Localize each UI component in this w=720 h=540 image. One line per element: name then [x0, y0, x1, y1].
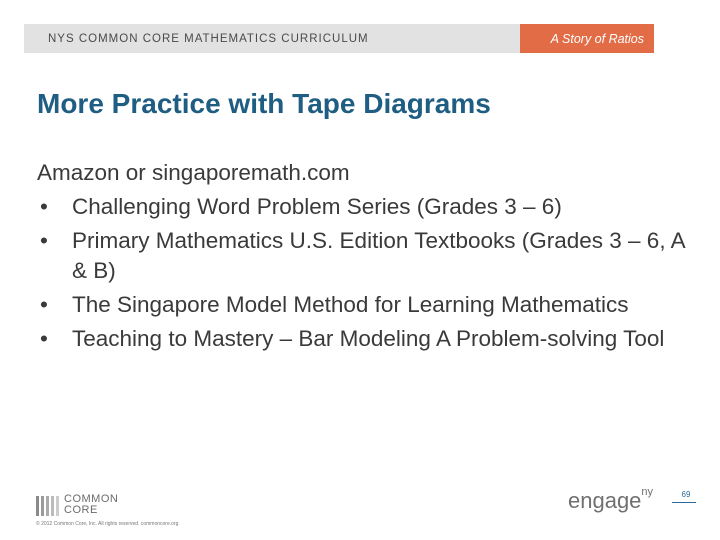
list-item — [37, 288, 697, 322]
page-number-rule — [672, 502, 696, 503]
common-core-bars-icon — [36, 496, 62, 516]
slide-body — [37, 156, 697, 356]
bullet-list — [37, 190, 697, 356]
list-item — [37, 190, 697, 224]
bullet-text: The Singapore Model Method for Learning Mathematics — [72, 292, 629, 317]
common-core-wordmark — [64, 494, 118, 516]
list-item — [37, 224, 697, 288]
page-number: 69 — [681, 490, 691, 499]
lead-text: Amazon or singaporemath.com — [37, 160, 350, 185]
copyright-text: © 2012 Common Core, Inc. All rights reserved. commoncore.org — [36, 521, 179, 527]
bullet-icon: • — [40, 228, 48, 253]
engage-wordmark: engage — [568, 488, 642, 513]
engageny-logo — [568, 488, 653, 514]
bullet-icon: • — [40, 194, 48, 219]
logo-line-2: CORE — [64, 504, 98, 516]
slide-title: More Practice with Tape Diagrams — [37, 88, 491, 119]
module-label: A Story of Ratios — [520, 24, 654, 53]
bullet-text: Challenging Word Problem Series (Grades 3 – 6) — [72, 194, 562, 219]
curriculum-label: NYS COMMON CORE MATHEMATICS CURRICULUM — [48, 32, 369, 45]
logo-line-1: COMMON — [64, 493, 119, 505]
bullet-icon: • — [40, 292, 48, 317]
bullet-text: Teaching to Mastery – Bar Modeling A Problem-solving Tool — [72, 326, 665, 351]
bullet-text: Primary Mathematics U.S. Edition Textbooks (Grades 3 – 6, A & B) — [72, 228, 685, 283]
engage-ny-superscript: ny — [641, 486, 654, 498]
bullet-icon: • — [40, 326, 48, 351]
list-item — [37, 322, 697, 356]
common-core-logo — [36, 492, 166, 518]
